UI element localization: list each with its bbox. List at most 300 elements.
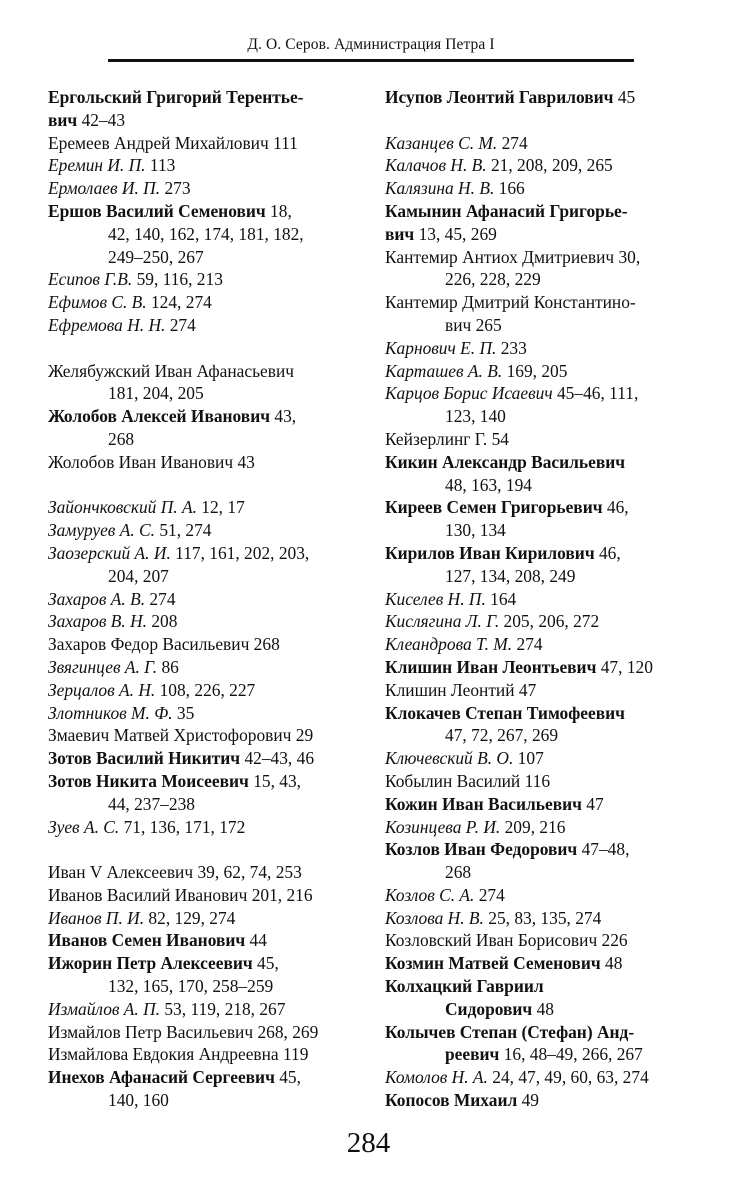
entry-continuation-line (385, 268, 705, 291)
entry-pages: 25, 83, 135, 274 (483, 907, 602, 928)
entry-pages: 47, 72, 267, 269 (445, 725, 559, 746)
entry-name: Ижорин Петр Алексеевич (48, 953, 253, 974)
entry-name: Кислягина Л. Г. (385, 611, 500, 632)
entry-line (48, 132, 366, 155)
index-entry (48, 268, 366, 291)
entry-line (48, 929, 366, 952)
entry-name: Калачов Н. В. (385, 155, 487, 176)
entry-line (385, 428, 705, 451)
entry-pages: 132, 165, 170, 258–259 (108, 976, 274, 997)
entry-pages: 166 (494, 178, 525, 199)
entry-line (385, 1066, 705, 1089)
entry-pages: 107 (513, 748, 544, 769)
entry-pages: 30, (614, 246, 641, 267)
entry-name: Киреев Семен Григорьевич (385, 497, 603, 518)
entry-pages: 274 (165, 314, 196, 335)
index-entry (385, 770, 705, 793)
index-entry (385, 132, 705, 155)
entry-pages: 82, 129, 274 (144, 907, 236, 928)
index-entry (385, 907, 705, 930)
index-entry (48, 610, 366, 633)
entry-name: Иванов Семен Иванович (48, 930, 246, 951)
entry-line (48, 952, 366, 975)
entry-line (48, 679, 366, 702)
index-entry (48, 588, 366, 611)
entry-line (385, 1021, 705, 1044)
entry-pages: 201, 216 (247, 884, 313, 905)
entry-pages: 45 (613, 87, 636, 107)
entry-name: Зуев А. С. (48, 816, 120, 837)
index-entry (385, 793, 705, 816)
header-rule (108, 59, 634, 62)
entry-name: Кирилов Иван Кирилович (385, 542, 595, 563)
entry-line (385, 1089, 705, 1112)
entry-name: Камынин Афанасий Григорье- (385, 200, 628, 221)
index-entry (48, 884, 366, 907)
entry-pages: 117, 161, 202, 203, (170, 542, 310, 563)
entry-name: Захаров А. В. (48, 588, 146, 609)
entry-name: вич (385, 223, 415, 244)
entry-continuation-line (385, 223, 705, 246)
entry-line (48, 1021, 366, 1044)
index-entry (385, 679, 705, 702)
entry-line (48, 177, 366, 200)
entry-pages: 249–250, 267 (108, 246, 204, 267)
entry-pages: 47, 120 (596, 656, 653, 677)
entry-pages: 47–48, (577, 839, 630, 860)
page-number: 284 (346, 1127, 391, 1159)
entry-name: Киселев Н. П. (385, 588, 486, 609)
entry-pages: 16, 48–49, 266, 267 (499, 1044, 643, 1065)
entry-pages: 226, 228, 229 (445, 269, 541, 290)
entry-pages: 274 (497, 132, 528, 153)
entry-pages: 42–43 (77, 109, 126, 130)
entry-pages: 29 (291, 725, 314, 746)
index-entry (48, 861, 366, 884)
entry-name: Казанцев С. М. (385, 132, 498, 153)
index-entry (48, 724, 366, 747)
entry-name: вич (48, 109, 78, 130)
entry-pages: 233 (496, 337, 527, 358)
index-entry (385, 1021, 705, 1067)
entry-pages: 123, 140 (445, 406, 506, 427)
entry-line (48, 86, 366, 109)
entry-pages: 268 (445, 862, 472, 883)
entry-line (385, 975, 705, 998)
entry-pages: 108, 226, 227 (155, 679, 256, 700)
entry-continuation-line (48, 975, 366, 998)
entry-pages: 208 (147, 611, 178, 632)
entry-line (48, 291, 366, 314)
entry-line (48, 1066, 366, 1089)
entry-line (385, 291, 705, 314)
entry-pages: 44 (245, 930, 267, 951)
index-entry (48, 770, 366, 816)
entry-line (385, 246, 705, 269)
entry-name: реевич (445, 1044, 500, 1065)
entry-line (48, 496, 366, 519)
entry-pages: 164 (485, 588, 517, 609)
entry-name: Измайлов А. П. (48, 998, 161, 1019)
index-entry (385, 838, 705, 884)
index-entry (385, 747, 705, 770)
entry-continuation-line (48, 428, 366, 451)
entry-pages: 205, 206, 272 (499, 611, 600, 632)
index-entry (385, 200, 705, 246)
entry-line (48, 884, 366, 907)
index-entry (48, 702, 366, 725)
entry-continuation-line (48, 1089, 366, 1112)
entry-name: Зотов Василий Никитич (48, 748, 241, 769)
entry-line (48, 268, 366, 291)
index-entry (48, 656, 366, 679)
entry-line (48, 861, 366, 884)
entry-pages: 39, 62, 74, 253 (193, 862, 302, 883)
entry-pages: 24, 47, 49, 60, 63, 274 (487, 1067, 649, 1088)
entry-continuation-line (48, 565, 366, 588)
entry-line (385, 793, 705, 816)
entry-name: Есипов Г.В. (48, 269, 133, 290)
index-column-right (385, 86, 705, 1112)
entry-name: Комолов Н. А. (385, 1067, 488, 1088)
entry-line (48, 519, 366, 542)
running-header: Д. О. Серов. Администрация Петра I (247, 36, 495, 53)
entry-pages: 169, 205 (502, 360, 568, 381)
entry-line (385, 451, 705, 474)
entry-name: Зотов Никита Моисеевич (48, 770, 249, 791)
index-entry (385, 929, 705, 952)
entry-continuation-line (48, 246, 366, 269)
entry-name: Змаевич Матвей Христофорович (48, 725, 292, 746)
entry-pages: 46, (594, 542, 621, 563)
entry-line (385, 770, 705, 793)
index-entry (385, 588, 705, 611)
entry-line (385, 838, 705, 861)
index-entry (48, 1043, 366, 1066)
entry-pages: 209, 216 (500, 816, 566, 837)
entry-name: Козлов С. А. (385, 884, 475, 905)
entry-continuation-line (385, 519, 705, 542)
entry-name: Козлова Н. В. (385, 907, 484, 928)
entry-line (48, 816, 366, 839)
entry-line (385, 588, 705, 611)
index-entry (48, 542, 366, 588)
entry-line (385, 610, 705, 633)
index-entry (48, 314, 366, 337)
entry-line (385, 633, 705, 656)
index-entry (385, 337, 705, 360)
entry-line (48, 314, 366, 337)
entry-line (385, 337, 705, 360)
entry-pages: 46, (602, 497, 629, 518)
index-entry (385, 1066, 705, 1089)
entry-name: Звягинцев А. Г. (48, 656, 158, 677)
entry-name: Козловский Иван Борисович (385, 930, 598, 951)
entry-pages: 12, 17 (196, 497, 245, 518)
entry-name: Клеандрова Т. М. (385, 634, 513, 655)
entry-line (48, 451, 366, 474)
entry-name: Захаров Федор Васильевич (48, 634, 250, 655)
entry-pages: 49 (517, 1090, 539, 1111)
entry-name: Клишин Иван Леонтьевич (385, 656, 597, 677)
entry-line (385, 747, 705, 770)
entry-line (48, 360, 366, 383)
entry-pages: 265 (471, 314, 502, 335)
entry-name: Ефимов С. В. (48, 292, 147, 313)
entry-continuation-line (385, 565, 705, 588)
entry-line (48, 405, 366, 428)
entry-name: Еремеев Андрей Михайлович (48, 132, 269, 153)
entry-line (385, 702, 705, 725)
entry-pages: 86 (157, 656, 179, 677)
entry-line (385, 132, 705, 155)
entry-pages: 54 (487, 428, 509, 449)
entry-pages: 226 (597, 930, 628, 951)
entry-name: Кикин Александр Васильевич (385, 451, 626, 472)
entry-pages: 47 (514, 679, 537, 700)
entry-pages: 15, 43, (248, 770, 302, 791)
entry-pages: 268 (249, 634, 280, 655)
index-entry (48, 154, 366, 177)
entry-line (385, 542, 705, 565)
entry-pages: 44, 237–238 (108, 793, 195, 814)
entry-line (385, 929, 705, 952)
entry-pages: 116 (520, 770, 551, 791)
letter-group-gap (385, 109, 705, 132)
index-entry (48, 633, 366, 656)
entry-name: Ключевский В. О. (385, 748, 514, 769)
index-entry (48, 177, 366, 200)
entry-name: Жолобов Алексей Иванович (48, 406, 271, 427)
entry-name: Иванов П. И. (48, 907, 145, 928)
index-entry (385, 610, 705, 633)
entry-line (385, 907, 705, 930)
entry-pages: 45, (252, 953, 279, 974)
entry-line (385, 177, 705, 200)
index-entry (385, 177, 705, 200)
index-entry (48, 998, 366, 1021)
entry-pages: 47 (581, 793, 604, 814)
entry-line (48, 702, 366, 725)
entry-pages: 35 (172, 702, 195, 723)
entry-name: Козмин Матвей Семенович (385, 953, 601, 974)
index-entry (385, 246, 705, 292)
index-entry (385, 360, 705, 383)
entry-pages: 140, 160 (108, 1090, 169, 1111)
entry-line (48, 588, 366, 611)
entry-line (385, 200, 705, 223)
entry-pages: 53, 119, 218, 267 (160, 998, 286, 1019)
index-column-left (48, 86, 366, 1112)
index-entry (385, 496, 705, 542)
entry-name: Желябужский Иван Афанасьевич (48, 360, 295, 381)
index-entry (385, 428, 705, 451)
entry-line (385, 154, 705, 177)
entry-name: Жолобов Иван Иванович (48, 451, 234, 472)
entry-line (385, 382, 705, 405)
entry-line (385, 679, 705, 702)
entry-pages: 59, 116, 213 (132, 269, 223, 290)
entry-name: Иванов Василий Иванович (48, 884, 248, 905)
entry-line (48, 542, 366, 565)
entry-name: Инехов Афанасий Сергеевич (48, 1067, 275, 1088)
entry-pages: 18, (265, 200, 292, 221)
index-entry (48, 907, 366, 930)
entry-name: Сидорович (445, 998, 533, 1019)
entry-name: Зерцалов А. Н. (48, 679, 156, 700)
letter-group-gap (48, 474, 366, 497)
entry-continuation-line (385, 405, 705, 428)
index-entry (385, 154, 705, 177)
entry-pages: 45, (274, 1067, 301, 1088)
entry-pages: 273 (160, 178, 191, 199)
entry-line (48, 998, 366, 1021)
index-entry (48, 747, 366, 770)
index-entry (385, 542, 705, 588)
entry-name: Иван V Алексеевич (48, 862, 194, 883)
entry-name: Кожин Иван Васильевич (385, 793, 582, 814)
entry-line (48, 656, 366, 679)
letter-group-gap (48, 838, 366, 861)
index-entry (48, 952, 366, 998)
index-entry (385, 451, 705, 497)
index-entry (48, 405, 366, 451)
entry-pages: 13, 45, 269 (414, 223, 497, 244)
entry-name: Ершов Василий Семенович (48, 200, 266, 221)
index-entry (48, 451, 366, 474)
entry-name: Ергольский Григорий Терентье- (48, 87, 304, 107)
entry-line (48, 770, 366, 793)
entry-line (385, 86, 705, 109)
index-entry (48, 816, 366, 839)
index-entry (48, 929, 366, 952)
entry-pages: 42–43, 46 (240, 748, 315, 769)
entry-name: Карцов Борис Исаевич (385, 383, 553, 404)
entry-pages: 204, 207 (108, 565, 169, 586)
entry-name: Измайлов Петр Васильевич (48, 1021, 254, 1042)
entry-name: Злотников М. Ф. (48, 702, 173, 723)
entry-line (385, 952, 705, 975)
index-entry (48, 1066, 366, 1112)
index-entry (48, 360, 366, 406)
entry-line (385, 884, 705, 907)
entry-continuation-line (385, 998, 705, 1021)
entry-pages: 268, 269 (253, 1021, 319, 1042)
entry-name: Козлов Иван Федорович (385, 839, 578, 860)
entry-name: вич (445, 314, 472, 335)
entry-line (48, 610, 366, 633)
entry-name: Ефремова Н. Н. (48, 314, 166, 335)
entry-continuation-line (48, 382, 366, 405)
entry-line (48, 724, 366, 747)
entry-pages: 111 (268, 132, 298, 153)
index-entry (385, 702, 705, 748)
index-entry (385, 816, 705, 839)
index-entry (385, 884, 705, 907)
index-entry (48, 200, 366, 268)
entry-pages: 127, 134, 208, 249 (445, 565, 576, 586)
entry-pages: 42, 140, 162, 174, 181, 182, (108, 223, 304, 244)
entry-name: Кантемир Дмитрий Константино- (385, 292, 636, 313)
entry-line (385, 496, 705, 519)
entry-pages: 274 (474, 884, 505, 905)
entry-line (48, 1043, 366, 1066)
index-entry (385, 656, 705, 679)
entry-name: Калязина Н. В. (385, 178, 495, 199)
entry-name: Еремин И. П. (48, 155, 146, 176)
entry-pages: 43 (233, 451, 255, 472)
entry-pages: 45–46, 111, (552, 383, 639, 404)
entry-line (385, 360, 705, 383)
entry-name: Козинцева Р. И. (385, 816, 501, 837)
entry-continuation-line (48, 793, 366, 816)
entry-pages: 113 (145, 155, 176, 176)
entry-name: Колычев Степан (Стефан) Анд- (385, 1021, 635, 1042)
entry-pages: 48 (600, 953, 623, 974)
entry-name: Кантемир Антиох Дмитриевич (385, 246, 615, 267)
entry-line (48, 154, 366, 177)
entry-name: Карташев А. В. (385, 360, 503, 381)
entry-continuation-line (385, 724, 705, 747)
entry-pages: 48 (532, 998, 554, 1019)
index-entry (48, 679, 366, 702)
entry-pages: 274 (145, 588, 176, 609)
entry-name: Измайлова Евдокия Андреевна (48, 1044, 279, 1065)
entry-pages: 268 (108, 428, 135, 449)
index-entry (385, 382, 705, 428)
index-entry (385, 291, 705, 337)
entry-line (48, 907, 366, 930)
index-entry (385, 1089, 705, 1112)
index-entry (48, 519, 366, 542)
entry-name: Захаров В. Н. (48, 611, 148, 632)
entry-name: Колхацкий Гавриил (385, 976, 544, 997)
entry-pages: 71, 136, 171, 172 (119, 816, 246, 837)
entry-line (385, 816, 705, 839)
entry-line (48, 633, 366, 656)
entry-name: Заозерский А. И. (48, 542, 171, 563)
entry-continuation-line (385, 474, 705, 497)
entry-continuation-line (385, 314, 705, 337)
entry-name: Кобылин Василий (385, 770, 521, 791)
entry-name: Клокачев Степан Тимофеевич (385, 702, 625, 723)
entry-pages: 124, 274 (146, 292, 212, 313)
entry-pages: 274 (512, 634, 543, 655)
index-entry (48, 86, 366, 132)
entry-pages: 21, 208, 209, 265 (486, 155, 613, 176)
index-entry (385, 952, 705, 975)
entry-name: Клишин Леонтий (385, 679, 515, 700)
entry-pages: 43, (270, 406, 297, 427)
entry-pages: 119 (278, 1044, 309, 1065)
entry-continuation-line (385, 861, 705, 884)
entry-name: Карнович Е. П. (385, 337, 497, 358)
entry-line (385, 656, 705, 679)
entry-pages: 48, 163, 194 (445, 474, 532, 495)
letter-group-gap (48, 337, 366, 360)
entry-name: Ермолаев И. П. (48, 178, 161, 199)
entry-continuation-line (48, 223, 366, 246)
entry-line (48, 200, 366, 223)
index-entry (48, 1021, 366, 1044)
index-entry (385, 633, 705, 656)
index-entry (48, 132, 366, 155)
index-entry (385, 86, 705, 109)
entry-name: Кейзерлинг Г. (385, 428, 488, 449)
entry-pages: 130, 134 (445, 520, 506, 541)
entry-pages: 51, 274 (154, 520, 212, 541)
entry-continuation-line (48, 109, 366, 132)
